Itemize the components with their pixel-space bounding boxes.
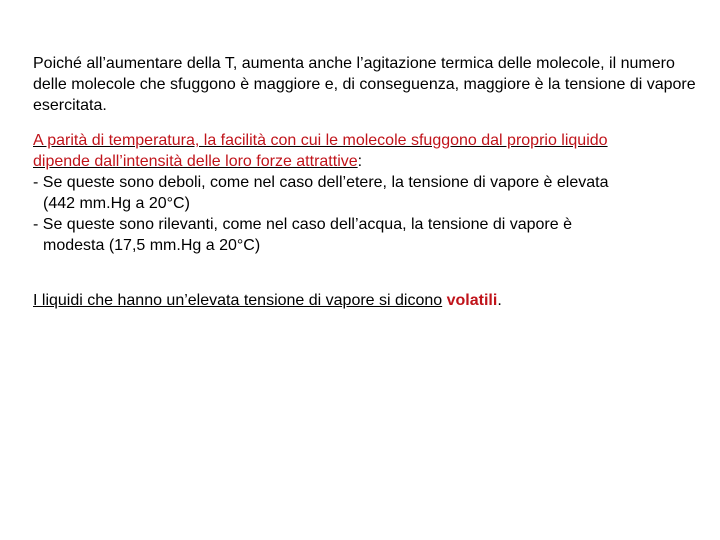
paragraph-vapor-pressure-temperature: Poiché all’aumentare della T, aumenta anche l’agitazione termica delle molecole, il numero delle molecole che sfuggono è maggiore e, di conseguenza, maggiore è la tensione di vapore esercitata. xyxy=(33,55,696,114)
paragraph-attractive-forces xyxy=(33,130,713,256)
highlight-line-1 xyxy=(33,130,713,151)
bullet-ether: - Se queste sono deboli, come nel caso dell’etere, la tensione di vapore è elevata xyxy=(33,174,609,191)
period: . xyxy=(497,292,502,309)
highlight-text-2: dipende dall’intensità delle loro forze attrattive xyxy=(33,153,358,170)
paragraph-volatile-definition xyxy=(33,290,713,311)
highlight-text-1: A parità di temperatura, la facilità con cui le molecole sfuggono dal proprio liquido xyxy=(33,132,608,149)
colon: : xyxy=(357,153,363,170)
bullet-ether-value: (442 mm.Hg a 20°C) xyxy=(43,195,190,212)
bullet-water-value: modesta (17,5 mm.Hg a 20°C) xyxy=(43,237,261,254)
term-volatili: volatili xyxy=(446,292,498,309)
highlight-line-2 xyxy=(33,151,713,172)
definition-text: I liquidi che hanno un’elevata tensione di vapore si dicono xyxy=(33,292,443,309)
bullet-water: - Se queste sono rilevanti, come nel caso dell’acqua, la tensione di vapore è xyxy=(33,216,572,233)
